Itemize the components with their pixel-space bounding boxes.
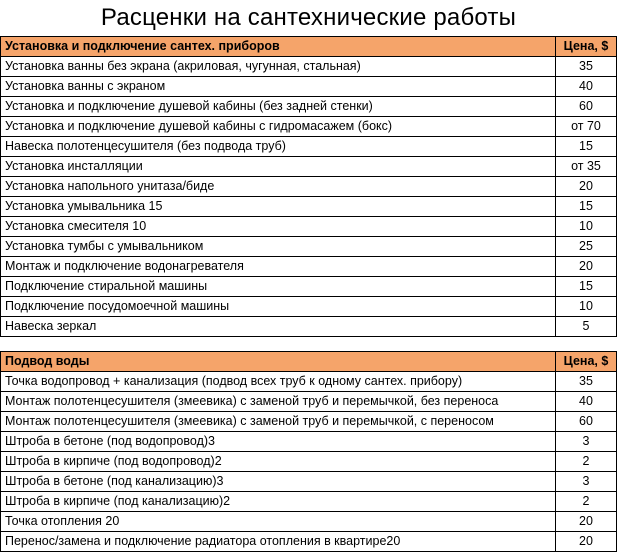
service-name: Точка отопления 20: [1, 512, 556, 532]
service-price: 40: [556, 77, 617, 97]
service-name: Монтаж полотенцесушителя (змеевика) с заменой труб и перемычкой, с переносом: [1, 412, 556, 432]
service-price: 3: [556, 472, 617, 492]
table-row: [1, 392, 617, 412]
table-row: [1, 197, 617, 217]
price-column-header: Цена, $: [556, 37, 617, 57]
table-row: [1, 237, 617, 257]
service-name: Установка тумбы с умывальником: [1, 237, 556, 257]
service-price: 20: [556, 177, 617, 197]
service-price: 15: [556, 277, 617, 297]
service-name: Штроба в бетоне (под канализацию)3: [1, 472, 556, 492]
service-name: Штроба в кирпиче (под канализацию)2: [1, 492, 556, 512]
service-name: Точка водопровод + канализация (подвод всех труб к одному сантех. прибору): [1, 372, 556, 392]
section-spacer: [1, 337, 617, 352]
service-name: Навеска зеркал: [1, 317, 556, 337]
service-price: от 35: [556, 157, 617, 177]
price-table: [0, 36, 617, 552]
service-price: 15: [556, 197, 617, 217]
table-row: [1, 177, 617, 197]
service-price: 15: [556, 137, 617, 157]
service-price: 5: [556, 317, 617, 337]
price-table-body: [1, 37, 617, 552]
service-price: 20: [556, 257, 617, 277]
service-name: Установка смесителя 10: [1, 217, 556, 237]
service-price: 10: [556, 297, 617, 317]
service-name: Установка и подключение душевой кабины с гидромасажем (бокс): [1, 117, 556, 137]
service-name: Установка ванны с экраном: [1, 77, 556, 97]
table-row: [1, 277, 617, 297]
service-name: Установка инсталляции: [1, 157, 556, 177]
table-row: [1, 117, 617, 137]
section-header-row: [1, 352, 617, 372]
section-title: Установка и подключение сантех. приборов: [1, 37, 556, 57]
service-price: 2: [556, 492, 617, 512]
table-row: [1, 512, 617, 532]
service-price: 35: [556, 57, 617, 77]
service-name: Перенос/замена и подключение радиатора отопления в квартире20: [1, 532, 556, 552]
service-price: 10: [556, 217, 617, 237]
table-row: [1, 372, 617, 392]
table-row: [1, 452, 617, 472]
page-title: Расценки на сантехнические работы: [100, 4, 517, 31]
service-name: Штроба в бетоне (под водопровод)3: [1, 432, 556, 452]
table-row: [1, 432, 617, 452]
service-name: Установка умывальника 15: [1, 197, 556, 217]
service-name: Установка ванны без экрана (акриловая, чугунная, стальная): [1, 57, 556, 77]
service-price: 40: [556, 392, 617, 412]
table-row: [1, 492, 617, 512]
table-row: [1, 257, 617, 277]
service-price: от 70: [556, 117, 617, 137]
service-name: Навеска полотенцесушителя (без подвода труб): [1, 137, 556, 157]
service-price: 2: [556, 452, 617, 472]
table-row: [1, 217, 617, 237]
table-row: [1, 77, 617, 97]
section-header-row: [1, 37, 617, 57]
service-price: 25: [556, 237, 617, 257]
service-name: Установка напольного унитаза/биде: [1, 177, 556, 197]
section-title: Подвод воды: [1, 352, 556, 372]
table-row: [1, 97, 617, 117]
service-name: Монтаж полотенцесушителя (змеевика) с заменой труб и перемычкой, без переноса: [1, 392, 556, 412]
service-price: 3: [556, 432, 617, 452]
service-name: Штроба в кирпиче (под водопровод)2: [1, 452, 556, 472]
spacer-cell: [1, 337, 617, 352]
service-price: 60: [556, 97, 617, 117]
table-row: [1, 157, 617, 177]
table-row: [1, 317, 617, 337]
service-price: 20: [556, 532, 617, 552]
service-name: Монтаж и подключение водонагревателя: [1, 257, 556, 277]
price-column-header: Цена, $: [556, 352, 617, 372]
service-price: 35: [556, 372, 617, 392]
table-row: [1, 57, 617, 77]
table-row: [1, 137, 617, 157]
service-price: 60: [556, 412, 617, 432]
service-name: Подключение посудомоечной машины: [1, 297, 556, 317]
table-row: [1, 297, 617, 317]
service-name: Подключение стиральной машины: [1, 277, 556, 297]
table-row: [1, 472, 617, 492]
table-row: [1, 532, 617, 552]
table-row: [1, 412, 617, 432]
service-price: 20: [556, 512, 617, 532]
service-name: Установка и подключение душевой кабины (без задней стенки): [1, 97, 556, 117]
